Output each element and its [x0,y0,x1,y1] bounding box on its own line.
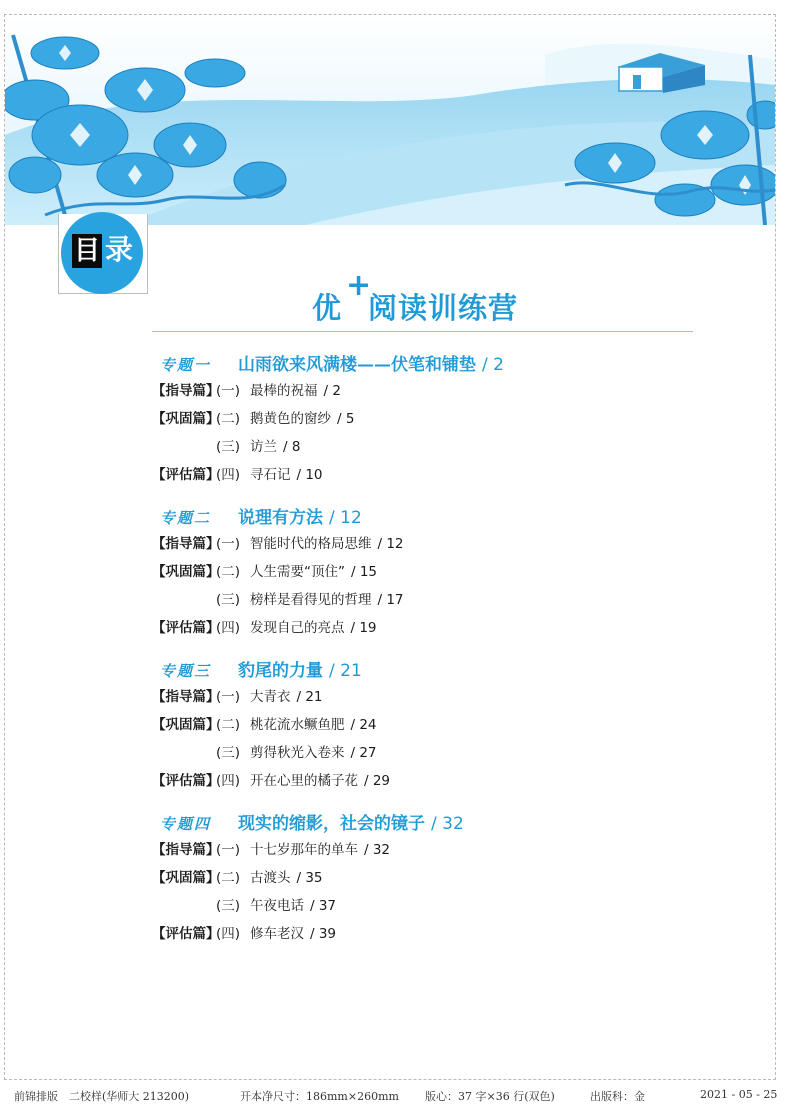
entry-page: / 17 [377,592,404,608]
entry-number: (三) [216,592,241,608]
entry-category: 【巩固篇】 [152,411,220,427]
toc-entry[interactable] [152,408,354,430]
entry-title: 智能时代的格局思维 [250,536,372,552]
entry-page: / 21 [296,689,323,705]
entry-category: 【巩固篇】 [152,717,220,733]
entry-title: 开在心里的橘子花 [250,773,358,789]
entry-number: (一) [216,383,241,399]
section-page: / 12 [329,508,362,528]
entry-page: / 12 [377,536,404,552]
toc-entry[interactable] [152,617,377,639]
entry-number: (二) [216,564,241,580]
toc-entry[interactable] [152,839,390,861]
entry-title: 寻石记 [250,467,291,483]
footer-dept: 出版科：金 [590,1090,645,1103]
footer-typeset: 前锦排版 二校样(华师大 213200) [14,1090,190,1103]
section-title: 现实的缩影，社会的镜子 [238,814,425,834]
toc-entry[interactable] [152,380,341,402]
toc-entry[interactable] [152,436,300,458]
entry-number: (一) [216,536,241,552]
toc-entry[interactable] [152,895,336,917]
title-you: 优 [312,291,343,325]
entry-category: 【巩固篇】 [152,870,220,886]
entry-number: (四) [216,620,241,636]
entry-category: 【巩固篇】 [152,564,220,580]
print-footer [0,1088,790,1106]
entry-title: 发现自己的亮点 [250,620,345,636]
entry-number: (一) [216,842,241,858]
entry-page: / 29 [364,773,391,789]
toc-entry[interactable] [152,561,377,583]
title-plus: + [346,268,373,303]
entry-title: 古渡头 [250,870,291,886]
entry-title: 大青衣 [250,689,291,705]
toc-entry[interactable] [152,742,377,764]
section-label: 专题二 [160,509,212,527]
footer-size: 开本净尺寸：186mm×260mm [240,1090,399,1103]
toc-entry[interactable] [152,867,323,889]
mulu-char: 录 [105,233,134,266]
entry-title: 人生需要“顶住” [250,564,345,580]
entry-category: 【指导篇】 [152,842,220,858]
entry-number: (二) [216,870,241,886]
entry-title: 十七岁那年的单车 [250,842,358,858]
entry-page: / 32 [364,842,391,858]
entry-category: 【评估篇】 [152,773,220,789]
toc-entry[interactable] [152,589,404,611]
toc-entry[interactable] [152,714,377,736]
entry-category: 【评估篇】 [152,620,220,636]
entry-page: / 5 [337,411,355,427]
entry-number: (四) [216,467,241,483]
section-title: 山雨欲来风满楼——伏笔和铺垫 [238,355,476,375]
section-page: / 32 [431,814,464,834]
entry-category: 【评估篇】 [152,467,220,483]
entry-page: / 2 [323,383,341,399]
toc-entry[interactable] [152,686,323,708]
entry-number: (四) [216,773,241,789]
entry-number: (三) [216,439,241,455]
entry-page: / 15 [351,564,378,580]
section-heading [160,809,464,835]
entry-page: / 19 [350,620,377,636]
entry-number: (四) [216,926,241,942]
entry-number: (三) [216,745,241,761]
entry-page: / 27 [350,745,377,761]
footer-date: 2021 - 05 - 25 [700,1088,778,1101]
entry-title: 访兰 [250,439,277,455]
entry-title: 鹅黄色的窗纱 [250,411,331,427]
section-heading [160,503,362,529]
entry-page: / 8 [283,439,301,455]
entry-page: / 39 [310,926,337,942]
entry-page: / 37 [310,898,337,914]
entry-number: (二) [216,717,241,733]
toc-entry[interactable] [152,533,404,555]
entry-page: / 24 [350,717,377,733]
mulu-box: 目 [73,236,100,266]
entry-title: 桃花流水鳜鱼肥 [250,717,345,733]
entry-category: 【指导篇】 [152,383,220,399]
entry-title: 最棒的祝福 [250,383,318,399]
entry-page: / 35 [296,870,323,886]
toc-entry[interactable] [152,770,390,792]
entry-page: / 10 [296,467,323,483]
entry-category: 【指导篇】 [152,689,220,705]
toc-entry[interactable] [152,464,323,486]
section-label: 专题三 [160,662,212,680]
toc-entry[interactable] [152,923,336,945]
section-page: / 21 [329,661,362,681]
entry-title: 榜样是看得见的哲理 [250,592,372,608]
section-title: 说理有方法 [238,508,323,528]
entry-number: (一) [216,689,241,705]
section-label: 专题四 [160,815,212,833]
title-rest: 阅读训练营 [368,291,519,325]
section-heading [160,656,362,682]
entry-title: 剪得秋光入卷来 [250,745,345,761]
section-page: / 2 [482,355,504,375]
entry-category: 【评估篇】 [152,926,220,942]
entry-number: (二) [216,411,241,427]
section-title: 豹尾的力量 [238,661,323,681]
entry-title: 午夜电话 [250,898,304,914]
section-heading [160,350,504,376]
entry-number: (三) [216,898,241,914]
entry-title: 修车老汉 [250,926,304,942]
section-label: 专题一 [160,356,212,374]
footer-layout: 版心：37 字×36 行(双色) [425,1090,555,1103]
entry-category: 【指导篇】 [152,536,220,552]
